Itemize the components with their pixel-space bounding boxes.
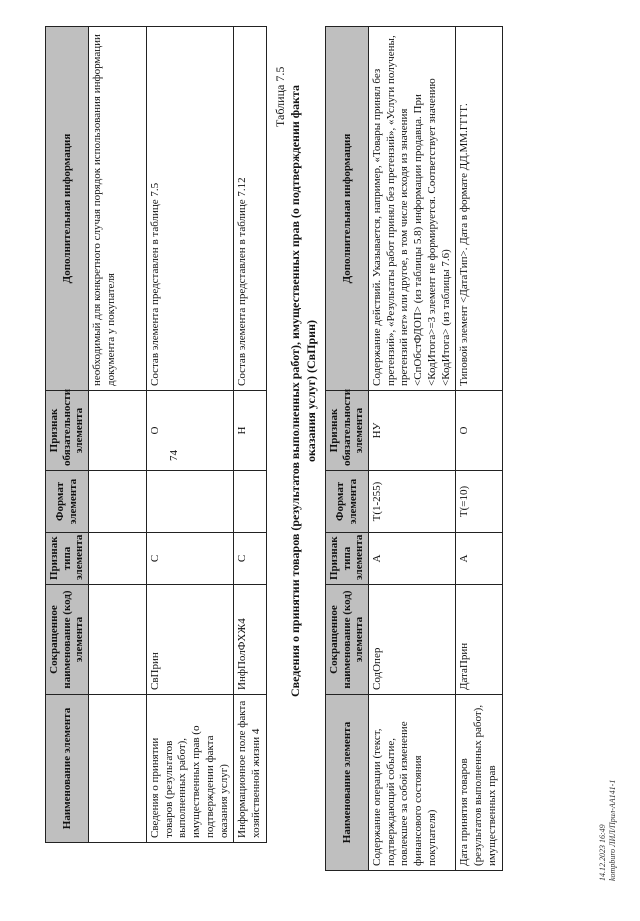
- cell-info: Содержание действий. Указывается, например, «Товары принял без претензий», «Результаты работ принял без претензий», «Услуги получены, претензий нет» или другое, в том числе исходя из значения <СпОбстФДОП> (из таблицы 5.8) информации продавца. При <КодИтога>=3 элемент не формируется. Соответствует значению <КодИтога> (из таблицы 7.6): [368, 27, 456, 391]
- cell-code: СодОпер: [368, 585, 456, 695]
- cell-format: [234, 471, 267, 533]
- table-continuation: [45, 26, 267, 843]
- cell-name: Информационное поле факта хозяйственной жизни 4: [234, 695, 267, 843]
- footer-source: kompburo ЛИЛ/Прил-АА141-1: [608, 779, 618, 881]
- header-code: Сокращенное наименование (код) элемента: [326, 585, 369, 695]
- table-row: [88, 27, 146, 843]
- cell-format: [88, 471, 146, 533]
- header-required: Признак обязательности элемента: [46, 391, 89, 471]
- header-name: Наименование элемента: [326, 695, 369, 871]
- header-type: Признак типа элемента: [326, 533, 369, 585]
- table-header-row: [46, 27, 89, 843]
- cell-name: Сведения о принятии товаров (результатов выполненных работ), имущественных прав (о подтверждении факта оказания услуг): [146, 695, 234, 843]
- cell-type: А: [456, 533, 502, 585]
- cell-format: T(=10): [456, 471, 502, 533]
- header-info: Дополнительная информация: [46, 27, 89, 391]
- table-number: Таблица 7.5: [273, 66, 287, 127]
- cell-code: ИнфПолФХЖ4: [234, 585, 267, 695]
- header-required: Признак обязательности элемента: [326, 391, 369, 471]
- table-7-5: [325, 26, 503, 871]
- table-title: Сведения о принятии товаров (результатов выполненных работ), имущественных прав (о подтверждении факта оказания услуг) (СвПрин): [288, 84, 318, 698]
- cell-required: О: [456, 391, 502, 471]
- cell-required: Н: [234, 391, 267, 471]
- cell-info: Типовой элемент <ДатаТип>. Дата в формате ДД.ММ.ГГГГ.: [456, 27, 502, 391]
- header-format: Формат элемента: [326, 471, 369, 533]
- cell-type: С: [146, 533, 234, 585]
- cell-code: СвПрин: [146, 585, 234, 695]
- table-row: [456, 27, 502, 871]
- header-code: Сокращенное наименование (код) элемента: [46, 585, 89, 695]
- cell-required: [88, 391, 146, 471]
- footer-date: 14.12.2023 16:49: [598, 824, 607, 881]
- cell-format: [146, 471, 234, 533]
- page-number: 74: [168, 450, 180, 461]
- table-header-row: [326, 27, 369, 871]
- cell-type: А: [368, 533, 456, 585]
- cell-info: Состав элемента представлен в таблице 7.5: [146, 27, 234, 391]
- cell-info: Состав элемента представлен в таблице 7.12: [234, 27, 267, 391]
- cell-required: НУ: [368, 391, 456, 471]
- header-info: Дополнительная информация: [326, 27, 369, 391]
- header-type: Признак типа элемента: [46, 533, 89, 585]
- table-row: [368, 27, 456, 871]
- cell-name: Содержание операции (текст, подтверждающий событие, повлекшее за собой изменение финансового состояния покупателя): [368, 695, 456, 871]
- cell-code: [88, 585, 146, 695]
- cell-info: необходимый для конкретного случая порядок использования информации документа у покупателя: [88, 27, 146, 391]
- footer-stamp: [598, 780, 619, 881]
- cell-name: Дата принятия товаров (результатов выполненных работ), имущественных прав: [456, 695, 502, 871]
- cell-type: [88, 533, 146, 585]
- header-name: Наименование элемента: [46, 695, 89, 843]
- cell-code: ДатаПрин: [456, 585, 502, 695]
- cell-format: T(1-255): [368, 471, 456, 533]
- cell-required: О: [146, 391, 234, 471]
- table-row: [146, 27, 234, 843]
- header-format: Формат элемента: [46, 471, 89, 533]
- cell-name: [88, 695, 146, 843]
- cell-type: С: [234, 533, 267, 585]
- table-row: [234, 27, 267, 843]
